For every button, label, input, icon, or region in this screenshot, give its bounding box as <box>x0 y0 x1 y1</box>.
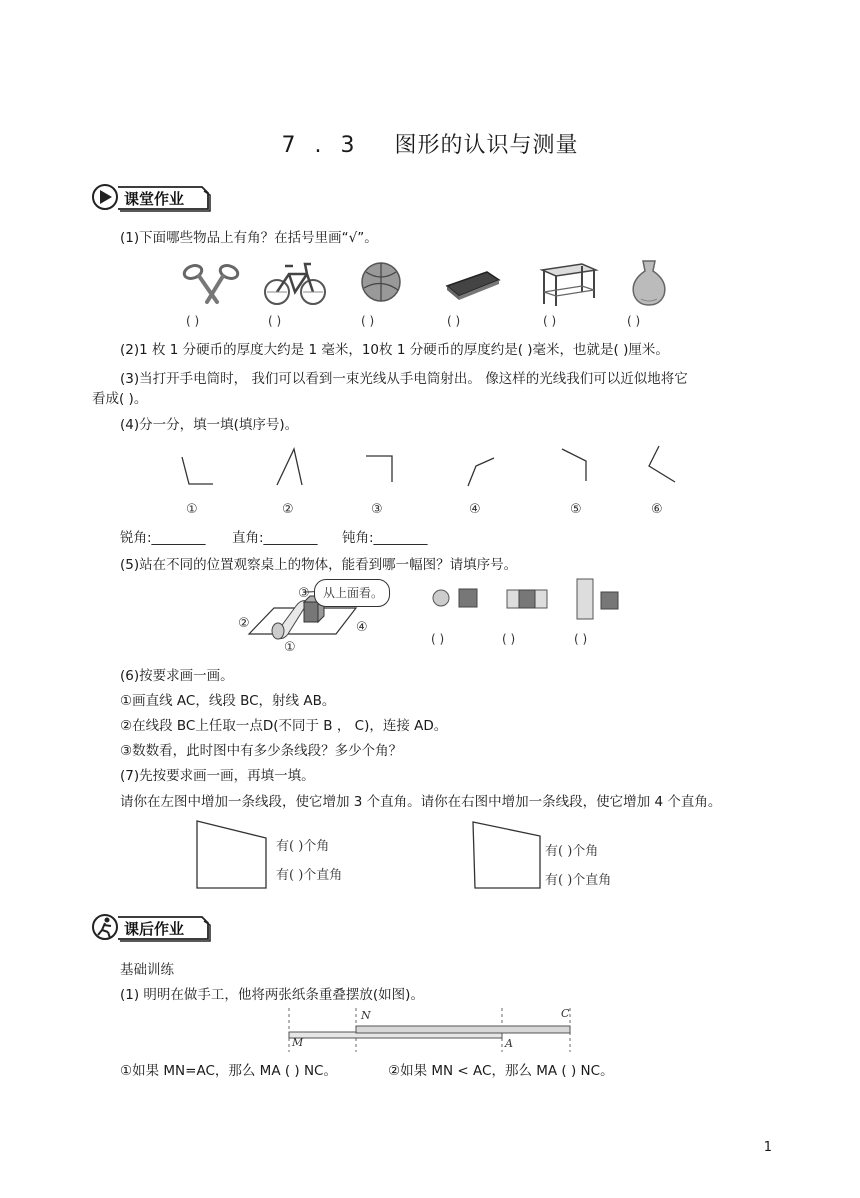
point-label-n: N <box>361 1009 371 1022</box>
angle-figure-6 <box>645 442 685 487</box>
table-icon <box>540 262 598 306</box>
paper-strips-figure <box>286 1008 576 1054</box>
q3-text-line1: (3)当打开手电筒时， 我们可以看到一束光线从手电筒射出。 像这样的光线我们可以近似地将它 <box>120 371 688 387</box>
q1-blank-2[interactable]: ( ) <box>268 314 282 328</box>
angle-figure-2 <box>272 445 312 490</box>
q4-text: (4)分一分，填一填(填序号)。 <box>120 417 299 433</box>
title-number: 7 . 3 <box>281 133 361 158</box>
ball-icon <box>360 260 404 304</box>
view-blank-1[interactable]: ( ) <box>431 632 445 646</box>
q2-text: (2)1 枚 1 分硬币的厚度大约是 1 毫米，10枚 1 分硬币的厚度约是( )毫米，也就是( )厘米。 <box>120 342 669 358</box>
hw-answer-1[interactable]: ①如果 MN=AC，那么 MA ( ) NC。 <box>120 1063 337 1079</box>
point-label-a: A <box>505 1037 513 1050</box>
angle-label-1: ① <box>186 502 198 517</box>
q3-text-line2: 看成( )。 <box>92 391 148 407</box>
q6-text: (6)按要求画一画。 <box>120 668 234 684</box>
view-option-1 <box>432 587 480 611</box>
q7-text: (7)先按要求画一画，再填一填。 <box>120 768 315 784</box>
point-label-m: M <box>292 1036 304 1049</box>
hw-q1-text: (1) 明明在做手工，他将两张纸条重叠摆放(如图)。 <box>120 987 424 1003</box>
acute-blank[interactable]: 锐角:________ <box>120 530 206 546</box>
right-blank[interactable]: 直角:________ <box>232 530 318 546</box>
section-label: 课堂作业 <box>124 190 185 208</box>
q6-step-2: ②在线段 BC上任取一点D(不同于 B ， C)，连接 AD。 <box>120 718 448 734</box>
speech-bubble-text: 从上面看。 <box>323 586 384 600</box>
position-label-2: ② <box>238 616 250 631</box>
q1-blank-6[interactable]: ( ) <box>627 314 641 328</box>
hw-answer-2[interactable]: ②如果 MN < AC，那么 MA ( ) NC。 <box>388 1063 614 1079</box>
left-trapezoid-figure <box>196 820 270 890</box>
page-title <box>0 128 860 159</box>
angle-label-3: ③ <box>371 502 383 517</box>
angle-label-2: ② <box>282 502 294 517</box>
view-blank-3[interactable]: ( ) <box>574 632 588 646</box>
section-badge-classwork <box>90 183 210 213</box>
q6-step-3: ③数数看，此时图中有多少条线段？多少个角？ <box>120 743 403 759</box>
angle-figure-5 <box>558 445 598 485</box>
q1-text: (1)下面哪些物品上有角？在括号里画“√”。 <box>120 230 378 246</box>
hw-heading: 基础训练 <box>120 962 174 978</box>
eraser-icon <box>443 268 501 302</box>
point-label-c: C <box>561 1007 570 1020</box>
q1-blank-3[interactable]: ( ) <box>361 314 375 328</box>
q5-text: (5)站在不同的位置观察桌上的物体，能看到哪一幅图？请填序号。 <box>120 557 518 573</box>
speech-bubble <box>314 579 390 607</box>
q6-step-1: ①画直线 AC，线段 BC，射线 AB。 <box>120 693 336 709</box>
view-blank-2[interactable]: ( ) <box>502 632 516 646</box>
position-label-3: ③ <box>298 586 310 601</box>
section-badge-homework <box>90 913 210 943</box>
left-count-right-angles[interactable]: 有( )个直角 <box>276 868 343 883</box>
view-option-3 <box>576 578 622 622</box>
angle-figure-3 <box>362 450 402 490</box>
left-count-angles[interactable]: 有( )个角 <box>276 839 330 854</box>
right-trapezoid-figure <box>472 820 544 890</box>
angle-figure-1 <box>175 452 220 492</box>
right-count-angles[interactable]: 有( )个角 <box>545 844 599 859</box>
angle-label-5: ⑤ <box>570 502 582 517</box>
angle-label-6: ⑥ <box>651 502 663 517</box>
angle-label-4: ④ <box>469 502 481 517</box>
title-text: 图形的认识与测量 <box>394 133 579 158</box>
page-number: 1 <box>763 1140 772 1155</box>
q7-instruction: 请你在左图中增加一条线段，使它增加 3 个直角。请你在右图中增加一条线段，使它增加 4 个直角。 <box>120 794 722 810</box>
bicycle-icon <box>263 258 327 308</box>
vase-icon <box>628 259 670 307</box>
obtuse-blank[interactable]: 钝角:________ <box>342 530 428 546</box>
position-label-1: ① <box>284 640 296 655</box>
position-label-4: ④ <box>356 620 368 635</box>
angle-figure-4 <box>462 450 502 490</box>
right-count-right-angles[interactable]: 有( )个直角 <box>545 873 612 888</box>
view-option-2 <box>506 588 550 610</box>
scissors-icon <box>183 258 243 308</box>
q1-blank-5[interactable]: ( ) <box>543 314 557 328</box>
q1-blank-1[interactable]: ( ) <box>186 314 200 328</box>
q1-blank-4[interactable]: ( ) <box>447 314 461 328</box>
section-label: 课后作业 <box>124 920 185 938</box>
